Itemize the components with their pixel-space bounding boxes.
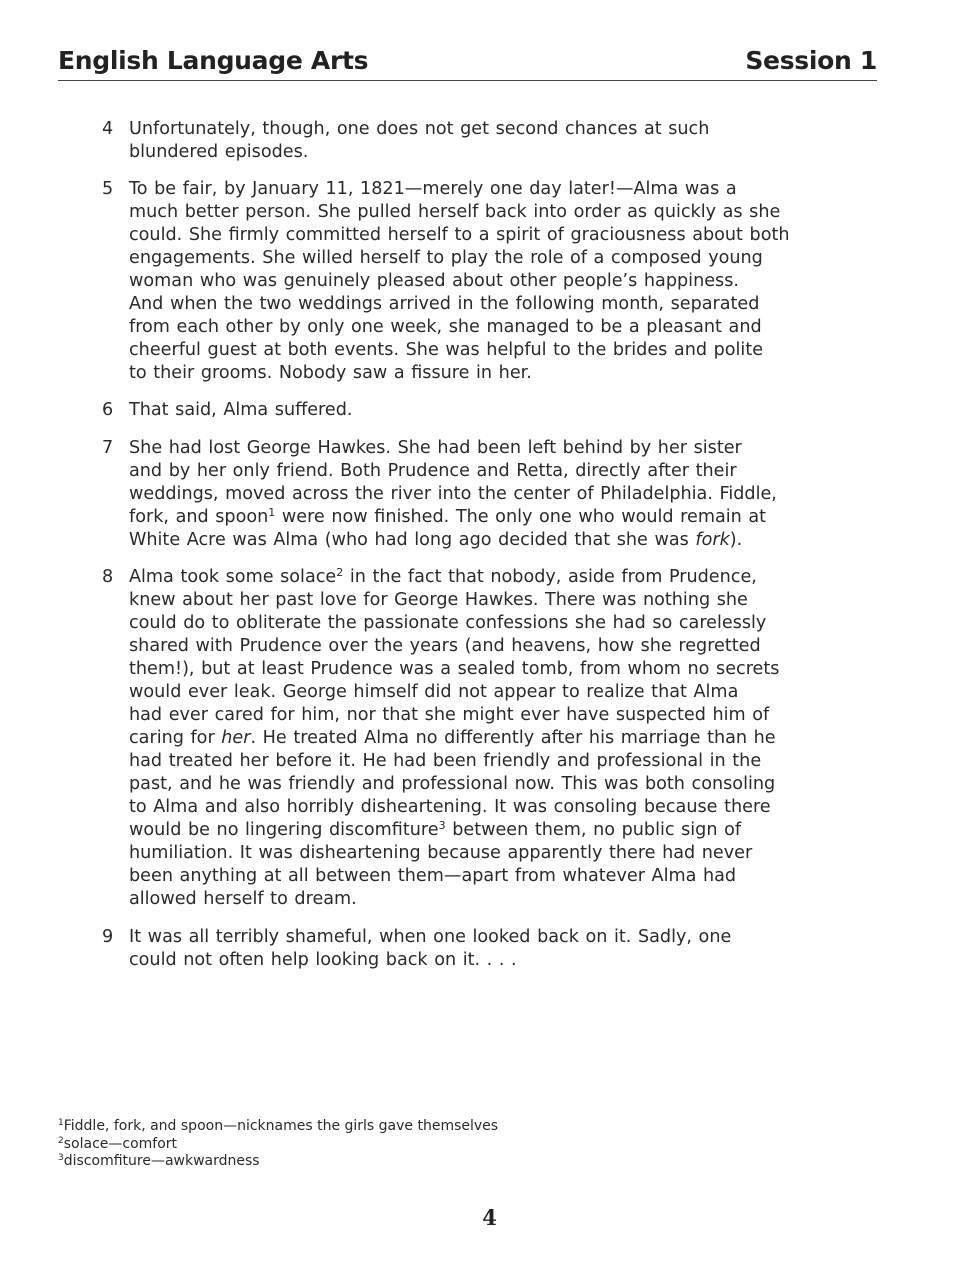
text-line: could. She firmly committed herself to a spirit of graciousness about both (129, 225, 790, 245)
text-line: weddings, moved across the river into the center of Philadelphia. Fiddle, (129, 484, 777, 504)
text-line: would ever leak. George himself did not appear to realize that Alma (129, 682, 739, 702)
text-line (129, 727, 892, 750)
footnote-number: 1 (58, 1118, 64, 1128)
text-line: could not often help looking back on it. . . . (129, 950, 517, 970)
paragraph-text (129, 437, 892, 552)
footnote-number: 2 (58, 1135, 64, 1146)
text-segment: fork, and spoon (129, 507, 269, 527)
paragraph-number: 9 (102, 927, 114, 947)
text-line: been anything at all between them—apart from whatever Alma had (129, 866, 737, 886)
text-line: had ever cared for him, nor that she might ever have suspected him of (129, 705, 770, 725)
text-segment: were now finished. The only one who would remain at (275, 507, 767, 527)
text-line (129, 529, 892, 552)
text-line: That said, Alma suffered. (129, 400, 353, 420)
text-segment: Alma took some solace (129, 567, 337, 587)
paragraph-number: 8 (102, 567, 114, 587)
footnote-marker: 3 (438, 819, 446, 832)
text-line: shared with Prudence over the years (and heavens, how she regretted (129, 636, 761, 656)
text-line: had treated her before it. He had been friendly and professional in the (129, 751, 762, 771)
text-line (129, 819, 892, 842)
text-line: Unfortunately, though, one does not get second chances at such (129, 119, 710, 139)
footnote-text: Fiddle, fork, and spoon—nicknames the girls gave themselves (63, 1118, 499, 1134)
paragraph-number: 5 (102, 179, 114, 199)
text-line: woman who was genuinely pleased about other people’s happiness. (129, 271, 739, 291)
paragraph-6 (102, 399, 892, 422)
text-segment: would be no lingering discomfiture (129, 820, 439, 840)
paragraph-number: 4 (102, 119, 114, 139)
paragraph-text (129, 118, 892, 164)
text-segment: ). (729, 530, 743, 550)
text-segment: caring for (129, 728, 222, 748)
footnote-1 (58, 1118, 498, 1136)
subject-title: English Language Arts (58, 46, 369, 75)
footnote-text: discomfiture—awkwardness (63, 1153, 260, 1169)
text-segment: between them, no public sign of (445, 820, 742, 840)
paragraph-7 (102, 437, 892, 552)
text-line: blundered episodes. (129, 142, 309, 162)
text-line: She had lost George Hawkes. She had been left behind by her sister (129, 438, 742, 458)
text-line: them!), but at least Prudence was a sealed tomb, from whom no secrets (129, 659, 780, 679)
text-line: to their grooms. Nobody saw a fissure in her. (129, 363, 532, 383)
text-line: cheerful guest at both events. She was helpful to the brides and polite (129, 340, 764, 360)
text-segment: . He treated Alma no differently after his marriage than he (250, 728, 776, 748)
paragraph-text (129, 399, 892, 422)
text-line: could do to obliterate the passionate confessions she had so carelessly (129, 613, 767, 633)
footnote-3 (58, 1153, 498, 1171)
text-line (129, 506, 892, 529)
paragraph-text (129, 926, 892, 972)
footnote-text: solace—comfort (63, 1135, 178, 1152)
footnote-marker: 2 (336, 566, 344, 579)
text-line: allowed herself to dream. (129, 889, 357, 909)
text-line: to Alma and also horribly disheartening. It was consoling because there (129, 797, 771, 817)
text-line: engagements. She willed herself to play the role of a composed young (129, 248, 763, 268)
text-line: and by her only friend. Both Prudence and Retta, directly after their (129, 461, 737, 481)
footnote-2 (58, 1136, 498, 1154)
italic-text: fork (695, 530, 730, 550)
footnote-marker: 1 (268, 506, 276, 519)
footnote-number: 3 (58, 1153, 64, 1163)
text-segment: White Acre was Alma (who had long ago decided that she was (129, 530, 696, 550)
text-line (129, 566, 892, 589)
paragraph-text (129, 178, 892, 385)
text-line: humiliation. It was disheartening because apparently there had never (129, 843, 753, 863)
text-line: much better person. She pulled herself back into order as quickly as she (129, 202, 781, 222)
italic-text: her (221, 728, 251, 748)
text-line: To be fair, by January 11, 1821—merely one day later!—Alma was a (129, 179, 737, 199)
paragraph-8 (102, 566, 892, 911)
text-line: It was all terribly shameful, when one looked back on it. Sadly, one (129, 927, 732, 947)
text-line: And when the two weddings arrived in the following month, separated (129, 294, 760, 314)
paragraph-text (129, 566, 892, 911)
paragraph-number: 6 (102, 400, 114, 420)
page-header (58, 46, 877, 81)
page-number: 4 (482, 1205, 497, 1230)
paragraph-9 (102, 926, 892, 972)
text-segment: in the fact that nobody, aside from Prudence, (343, 567, 757, 587)
text-line: knew about her past love for George Hawkes. There was nothing she (129, 590, 748, 610)
paragraph-5 (102, 178, 892, 385)
text-line: from each other by only one week, she managed to be a pleasant and (129, 317, 762, 337)
paragraph-number: 7 (102, 438, 114, 458)
text-line: past, and he was friendly and professional now. This was both consoling (129, 774, 776, 794)
footnotes (58, 1118, 498, 1171)
paragraph-4 (102, 118, 892, 164)
session-label: Session 1 (745, 46, 877, 75)
